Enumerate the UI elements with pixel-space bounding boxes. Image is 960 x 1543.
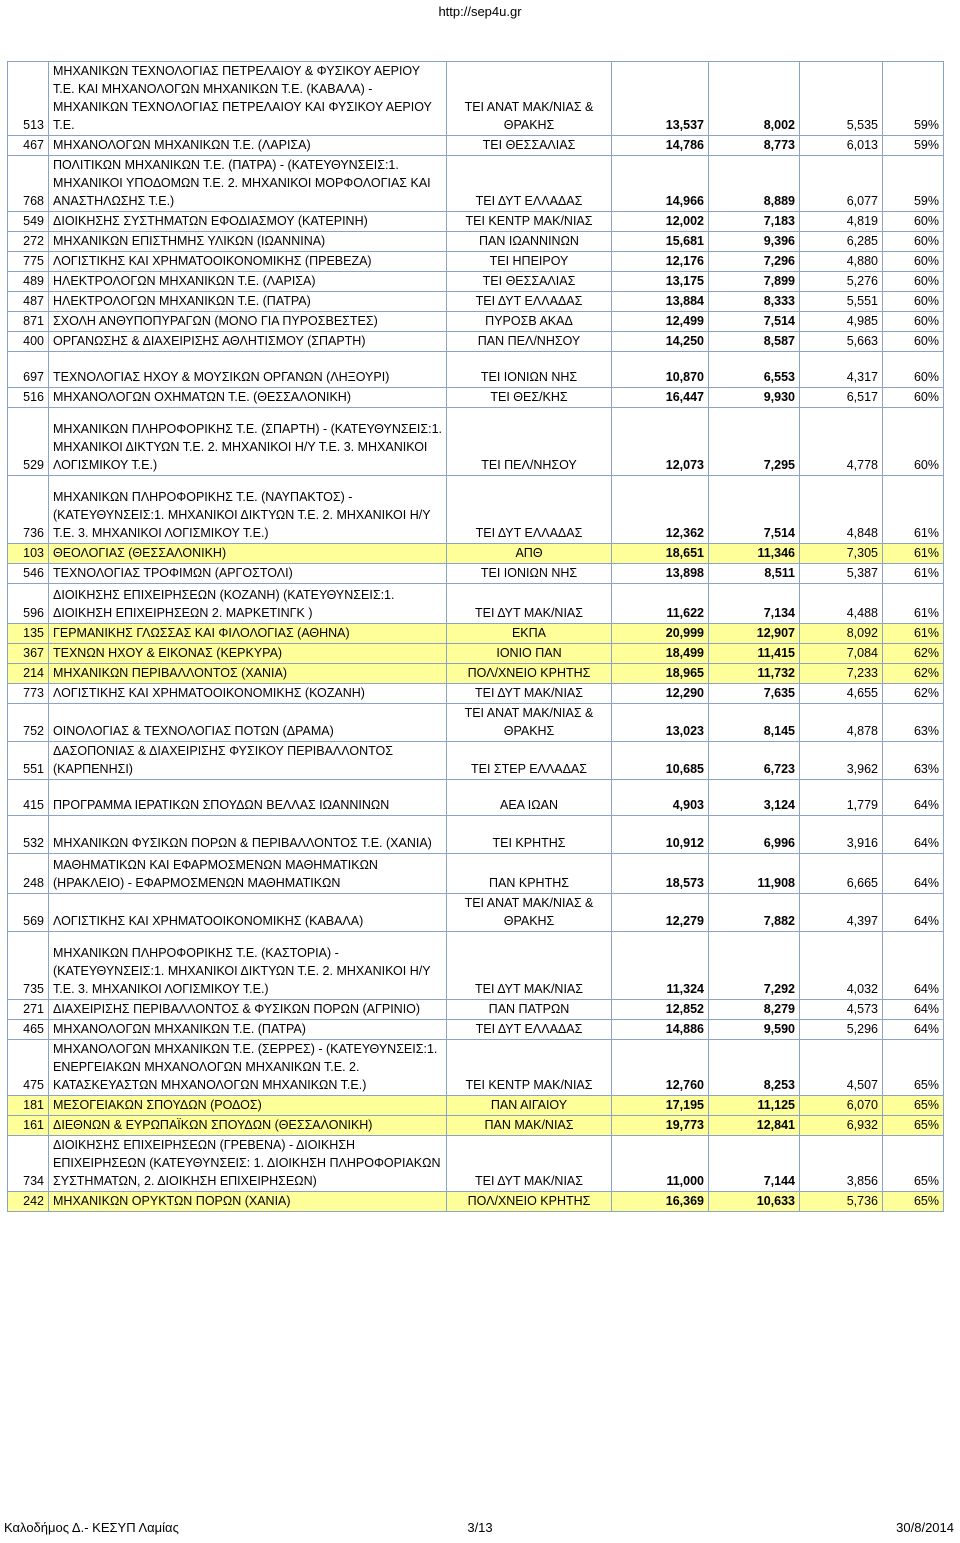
row-value-1: 11,324: [612, 932, 709, 1000]
row-institution: ΤΕΙ ΑΝΑΤ ΜΑΚ/ΝΙΑΣ & ΘΡΑΚΗΣ: [447, 704, 612, 742]
row-program-name: ΟΡΓΑΝΩΣΗΣ & ΔΙΑΧΕΙΡΙΣΗΣ ΑΘΛΗΤΙΣΜΟΥ (ΣΠΑΡΤΗ): [49, 332, 447, 352]
row-institution: ΤΕΙ ΔΥΤ ΜΑΚ/ΝΙΑΣ: [447, 584, 612, 624]
row-value-3: 6,285: [800, 232, 883, 252]
row-value-2: 7,144: [709, 1136, 800, 1192]
row-code: 467: [8, 136, 49, 156]
row-value-1: 10,870: [612, 352, 709, 388]
row-code: 465: [8, 1020, 49, 1040]
table-row: [8, 780, 944, 816]
row-percent: 61%: [883, 584, 944, 624]
row-program-name: ΠΟΛΙΤΙΚΩΝ ΜΗΧΑΝΙΚΩΝ Τ.Ε. (ΠΑΤΡΑ) - (ΚΑΤΕΥΘΥΝΣΕΙΣ:1. ΜΗΧΑΝΙΚΟΙ ΥΠΟΔΟΜΩΝ Τ.Ε. 2. ΜΗΧΑΝΙΚΟΙ ΜΟΡΦΟΛΟΓΙΑΣ ΚΑΙ ΑΝΑΣΤΗΛΩΣΗΣ Τ.Ε.): [49, 156, 447, 212]
table-row: [8, 684, 944, 704]
row-percent: 61%: [883, 624, 944, 644]
table-row: [8, 136, 944, 156]
row-value-3: 7,233: [800, 664, 883, 684]
row-value-3: 4,032: [800, 932, 883, 1000]
row-value-2: 7,514: [709, 476, 800, 544]
row-value-2: 7,899: [709, 272, 800, 292]
row-value-3: 3,962: [800, 742, 883, 780]
row-program-name: ΜΗΧΑΝΟΛΟΓΩΝ ΟΧΗΜΑΤΩΝ Τ.Ε. (ΘΕΣΣΑΛΟΝΙΚΗ): [49, 388, 447, 408]
row-value-2: 7,134: [709, 584, 800, 624]
row-institution: ΤΕΙ ΔΥΤ ΕΛΛΑΔΑΣ: [447, 156, 612, 212]
row-value-1: 13,884: [612, 292, 709, 312]
row-institution: ΤΕΙ ΔΥΤ ΜΑΚ/ΝΙΑΣ: [447, 1136, 612, 1192]
row-institution: ΤΕΙ ΘΕΣΣΑΛΙΑΣ: [447, 136, 612, 156]
row-value-1: 16,447: [612, 388, 709, 408]
row-value-2: 7,514: [709, 312, 800, 332]
row-value-1: 10,912: [612, 816, 709, 854]
row-institution: ΠΑΝ ΠΕΛ/ΝΗΣΟΥ: [447, 332, 612, 352]
table-row: [8, 584, 944, 624]
row-value-2: 10,633: [709, 1192, 800, 1212]
table-row: [8, 704, 944, 742]
row-percent: 60%: [883, 272, 944, 292]
row-value-3: 4,880: [800, 252, 883, 272]
row-institution: ΠΑΝ ΑΙΓΑΙΟΥ: [447, 1096, 612, 1116]
row-code: 161: [8, 1116, 49, 1136]
row-value-1: 11,000: [612, 1136, 709, 1192]
row-program-name: ΜΗΧΑΝΟΛΟΓΩΝ ΜΗΧΑΝΙΚΩΝ Τ.Ε. (ΛΑΡΙΣΑ): [49, 136, 447, 156]
row-value-2: 8,279: [709, 1000, 800, 1020]
row-value-3: 6,665: [800, 854, 883, 894]
table-row: [8, 624, 944, 644]
row-code: 871: [8, 312, 49, 332]
row-program-name: ΛΟΓΙΣΤΙΚΗΣ ΚΑΙ ΧΡΗΜΑΤΟΟΙΚΟΝΟΜΙΚΗΣ (ΚΟΖΑΝΗ): [49, 684, 447, 704]
row-value-1: 12,279: [612, 894, 709, 932]
row-value-2: 11,346: [709, 544, 800, 564]
row-program-name: ΤΕΧΝΟΛΟΓΙΑΣ ΗΧΟΥ & ΜΟΥΣΙΚΩΝ ΟΡΓΑΝΩΝ (ΛΗΞΟΥΡΙ): [49, 352, 447, 388]
row-percent: 60%: [883, 252, 944, 272]
row-value-2: 6,996: [709, 816, 800, 854]
row-value-1: 11,622: [612, 584, 709, 624]
row-value-1: 13,023: [612, 704, 709, 742]
row-value-2: 8,253: [709, 1040, 800, 1096]
row-institution: ΤΕΙ ΙΟΝΙΩΝ ΝΗΣ: [447, 564, 612, 584]
row-value-1: 12,290: [612, 684, 709, 704]
table-row: [8, 292, 944, 312]
row-value-1: 13,175: [612, 272, 709, 292]
row-code: 248: [8, 854, 49, 894]
row-code: 569: [8, 894, 49, 932]
row-code: 775: [8, 252, 49, 272]
row-value-1: 14,786: [612, 136, 709, 156]
row-value-3: 1,779: [800, 780, 883, 816]
table-row: [8, 1040, 944, 1096]
row-value-1: 12,073: [612, 408, 709, 476]
row-value-2: 7,296: [709, 252, 800, 272]
row-program-name: ΔΙΟΙΚΗΣΗΣ ΣΥΣΤΗΜΑΤΩΝ ΕΦΟΔΙΑΣΜΟΥ (ΚΑΤΕΡΙΝΗ): [49, 212, 447, 232]
row-institution: ΤΕΙ ΚΡΗΤΗΣ: [447, 816, 612, 854]
row-value-1: 17,195: [612, 1096, 709, 1116]
row-percent: 59%: [883, 156, 944, 212]
row-value-2: 3,124: [709, 780, 800, 816]
row-program-name: ΗΛΕΚΤΡΟΛΟΓΩΝ ΜΗΧΑΝΙΚΩΝ Τ.Ε. (ΛΑΡΙΣΑ): [49, 272, 447, 292]
row-program-name: ΜΗΧΑΝΙΚΩΝ ΠΛΗΡΟΦΟΡΙΚΗΣ Τ.Ε. (ΣΠΑΡΤΗ) - (ΚΑΤΕΥΘΥΝΣΕΙΣ:1. ΜΗΧΑΝΙΚΟΙ ΔΙΚΤΥΩΝ Τ.Ε. 2. ΜΗΧΑΝΙΚΟΙ Η/Υ Τ.Ε. 3. ΜΗΧΑΝΙΚΟΙ ΛΟΓΙΣΜΙΚΟΥ Τ.Ε.): [49, 408, 447, 476]
row-value-3: 8,092: [800, 624, 883, 644]
row-percent: 62%: [883, 664, 944, 684]
row-value-1: 19,773: [612, 1116, 709, 1136]
row-code: 214: [8, 664, 49, 684]
row-code: 135: [8, 624, 49, 644]
table-row: [8, 644, 944, 664]
row-value-2: 11,125: [709, 1096, 800, 1116]
row-value-3: 5,276: [800, 272, 883, 292]
row-institution: ΤΕΙ ΔΥΤ ΕΛΛΑΔΑΣ: [447, 476, 612, 544]
row-code: 735: [8, 932, 49, 1000]
row-code: 271: [8, 1000, 49, 1020]
footer-page-number: 3/13: [467, 1520, 493, 1535]
row-percent: 59%: [883, 62, 944, 136]
row-institution: ΤΕΙ ΠΕΛ/ΝΗΣΟΥ: [447, 408, 612, 476]
row-program-name: ΜΗΧΑΝΟΛΟΓΩΝ ΜΗΧΑΝΙΚΩΝ Τ.Ε. (ΠΑΤΡΑ): [49, 1020, 447, 1040]
row-value-1: 12,499: [612, 312, 709, 332]
row-program-name: ΜΗΧΑΝΙΚΩΝ ΠΕΡΙΒΑΛΛΟΝΤΟΣ (ΧΑΝΙΑ): [49, 664, 447, 684]
table-row: [8, 252, 944, 272]
row-code: 596: [8, 584, 49, 624]
row-value-1: 10,685: [612, 742, 709, 780]
row-institution: ΤΕΙ ΙΟΝΙΩΝ ΝΗΣ: [447, 352, 612, 388]
table-row: [8, 544, 944, 564]
row-value-1: 18,651: [612, 544, 709, 564]
row-program-name: ΜΗΧΑΝΙΚΩΝ ΠΛΗΡΟΦΟΡΙΚΗΣ Τ.Ε. (ΚΑΣΤΟΡΙΑ) - (ΚΑΤΕΥΘΥΝΣΕΙΣ:1. ΜΗΧΑΝΙΚΟΙ ΔΙΚΤΥΩΝ Τ.Ε. 2. ΜΗΧΑΝΙΚΟΙ Η/Υ Τ.Ε. 3. ΜΗΧΑΝΙΚΟΙ ΛΟΓΙΣΜΙΚΟΥ Τ.Ε.): [49, 932, 447, 1000]
row-percent: 65%: [883, 1136, 944, 1192]
row-institution: ΤΕΙ ΘΕΣ/ΚΗΣ: [447, 388, 612, 408]
row-institution: ΠΑΝ ΚΡΗΤΗΣ: [447, 854, 612, 894]
row-percent: 61%: [883, 544, 944, 564]
row-institution: ΤΕΙ ΗΠΕΙΡΟΥ: [447, 252, 612, 272]
row-value-3: 4,848: [800, 476, 883, 544]
row-value-1: 12,760: [612, 1040, 709, 1096]
row-percent: 61%: [883, 564, 944, 584]
row-value-3: 5,663: [800, 332, 883, 352]
row-institution: ΤΕΙ ΔΥΤ ΕΛΛΑΔΑΣ: [447, 1020, 612, 1040]
row-code: 551: [8, 742, 49, 780]
row-code: 272: [8, 232, 49, 252]
row-value-2: 7,292: [709, 932, 800, 1000]
row-value-1: 18,573: [612, 854, 709, 894]
row-value-1: 12,002: [612, 212, 709, 232]
row-percent: 64%: [883, 1000, 944, 1020]
row-value-3: 4,655: [800, 684, 883, 704]
row-institution: ΠΟΛ/ΧΝΕΙΟ ΚΡΗΤΗΣ: [447, 1192, 612, 1212]
row-value-3: 3,856: [800, 1136, 883, 1192]
table-row: [8, 1096, 944, 1116]
row-value-3: 7,084: [800, 644, 883, 664]
row-value-2: 8,587: [709, 332, 800, 352]
row-percent: 61%: [883, 476, 944, 544]
row-percent: 64%: [883, 1020, 944, 1040]
row-program-name: ΜΗΧΑΝΙΚΩΝ ΤΕΧΝΟΛΟΓΙΑΣ ΠΕΤΡΕΛΑΙΟΥ & ΦΥΣΙΚΟΥ ΑΕΡΙΟΥ Τ.Ε. ΚΑΙ ΜΗΧΑΝΟΛΟΓΩΝ ΜΗΧΑΝΙΚΩΝ Τ.Ε. (ΚΑΒΑΛΑ) - ΜΗΧΑΝΙΚΩΝ ΤΕΧΝΟΛΟΓΙΑΣ ΠΕΤΡΕΛΑΙΟΥ ΚΑΙ ΦΥΣΙΚΟΥ ΑΕΡΙΟΥ Τ.Ε.: [49, 62, 447, 136]
row-value-2: 9,590: [709, 1020, 800, 1040]
row-percent: 65%: [883, 1116, 944, 1136]
row-percent: 64%: [883, 854, 944, 894]
row-program-name: ΗΛΕΚΤΡΟΛΟΓΩΝ ΜΗΧΑΝΙΚΩΝ Τ.Ε. (ΠΑΤΡΑ): [49, 292, 447, 312]
row-value-2: 8,511: [709, 564, 800, 584]
row-percent: 60%: [883, 292, 944, 312]
row-program-name: ΔΙΕΘΝΩΝ & ΕΥΡΩΠΑΪΚΩΝ ΣΠΟΥΔΩΝ (ΘΕΣΣΑΛΟΝΙΚΗ): [49, 1116, 447, 1136]
row-institution: ΙΟΝΙΟ ΠΑΝ: [447, 644, 612, 664]
row-program-name: ΜΑΘΗΜΑΤΙΚΩΝ ΚΑΙ ΕΦΑΡΜΟΣΜΕΝΩΝ ΜΑΘΗΜΑΤΙΚΩΝ (ΗΡΑΚΛΕΙΟ) - ΕΦΑΡΜΟΣΜΕΝΩΝ ΜΑΘΗΜΑΤΙΚΩΝ: [49, 854, 447, 894]
row-program-name: ΜΗΧΑΝΙΚΩΝ ΕΠΙΣΤΗΜΗΣ ΥΛΙΚΩΝ (ΙΩΑΝΝΙΝΑ): [49, 232, 447, 252]
row-value-2: 12,907: [709, 624, 800, 644]
row-program-name: ΜΕΣΟΓΕΙΑΚΩΝ ΣΠΟΥΔΩΝ (ΡΟΔΟΣ): [49, 1096, 447, 1116]
footer-author: Καλοδήμος Δ.- ΚΕΣΥΠ Λαμίας: [4, 1520, 179, 1535]
row-program-name: ΜΗΧΑΝΙΚΩΝ ΟΡΥΚΤΩΝ ΠΟΡΩΝ (ΧΑΝΙΑ): [49, 1192, 447, 1212]
row-program-name: ΛΟΓΙΣΤΙΚΗΣ ΚΑΙ ΧΡΗΜΑΤΟΟΙΚΟΝΟΜΙΚΗΣ (ΚΑΒΑΛΑ): [49, 894, 447, 932]
row-value-1: 14,886: [612, 1020, 709, 1040]
results-table: [7, 61, 944, 1212]
table-row: [8, 212, 944, 232]
row-program-name: ΣΧΟΛΗ ΑΝΘΥΠΟΠΥΡΑΓΩΝ (ΜΟΝΟ ΓΙΑ ΠΥΡΟΣΒΕΣΤΕΣ): [49, 312, 447, 332]
row-value-3: 5,551: [800, 292, 883, 312]
table-row: [8, 352, 944, 388]
row-code: 773: [8, 684, 49, 704]
table-row: [8, 388, 944, 408]
row-institution: ΤΕΙ ΑΝΑΤ ΜΑΚ/ΝΙΑΣ & ΘΡΑΚΗΣ: [447, 62, 612, 136]
row-institution: ΠΑΝ ΜΑΚ/ΝΙΑΣ: [447, 1116, 612, 1136]
row-value-2: 9,396: [709, 232, 800, 252]
row-value-2: 11,732: [709, 664, 800, 684]
row-code: 513: [8, 62, 49, 136]
row-value-2: 12,841: [709, 1116, 800, 1136]
row-value-3: 5,535: [800, 62, 883, 136]
row-institution: ΤΕΙ ΔΥΤ ΜΑΚ/ΝΙΑΣ: [447, 932, 612, 1000]
row-percent: 65%: [883, 1096, 944, 1116]
row-percent: 63%: [883, 704, 944, 742]
row-value-1: 12,852: [612, 1000, 709, 1020]
row-institution: ΤΕΙ ΣΤΕΡ ΕΛΛΑΔΑΣ: [447, 742, 612, 780]
row-program-name: ΔΑΣΟΠΟΝΙΑΣ & ΔΙΑΧΕΙΡΙΣΗΣ ΦΥΣΙΚΟΥ ΠΕΡΙΒΑΛΛΟΝΤΟΣ (ΚΑΡΠΕΝΗΣΙ): [49, 742, 447, 780]
row-percent: 64%: [883, 894, 944, 932]
row-institution: ΤΕΙ ΘΕΣΣΑΛΙΑΣ: [447, 272, 612, 292]
row-value-3: 5,736: [800, 1192, 883, 1212]
row-value-1: 12,176: [612, 252, 709, 272]
row-institution: ΠΟΛ/ΧΝΕΙΟ ΚΡΗΤΗΣ: [447, 664, 612, 684]
row-program-name: ΛΟΓΙΣΤΙΚΗΣ ΚΑΙ ΧΡΗΜΑΤΟΟΙΚΟΝΟΜΙΚΗΣ (ΠΡΕΒΕΖΑ): [49, 252, 447, 272]
row-value-3: 4,397: [800, 894, 883, 932]
table-row: [8, 476, 944, 544]
row-value-3: 6,070: [800, 1096, 883, 1116]
row-value-2: 7,635: [709, 684, 800, 704]
row-institution: ΤΕΙ ΑΝΑΤ ΜΑΚ/ΝΙΑΣ & ΘΡΑΚΗΣ: [447, 894, 612, 932]
row-value-3: 3,916: [800, 816, 883, 854]
row-value-2: 7,295: [709, 408, 800, 476]
row-code: 734: [8, 1136, 49, 1192]
row-institution: ΠΑΝ ΙΩΑΝΝΙΝΩΝ: [447, 232, 612, 252]
row-percent: 59%: [883, 136, 944, 156]
row-value-1: 18,965: [612, 664, 709, 684]
row-program-name: ΜΗΧΑΝΙΚΩΝ ΠΛΗΡΟΦΟΡΙΚΗΣ Τ.Ε. (ΝΑΥΠΑΚΤΟΣ) - (ΚΑΤΕΥΘΥΝΣΕΙΣ:1. ΜΗΧΑΝΙΚΟΙ ΔΙΚΤΥΩΝ Τ.Ε. 2. ΜΗΧΑΝΙΚΟΙ Η/Υ Τ.Ε. 3. ΜΗΧΑΝΙΚΟΙ ΛΟΓΙΣΜΙΚΟΥ Τ.Ε.): [49, 476, 447, 544]
row-value-3: 4,778: [800, 408, 883, 476]
row-percent: 60%: [883, 212, 944, 232]
row-code: 242: [8, 1192, 49, 1212]
row-institution: ΑΠΘ: [447, 544, 612, 564]
table-row: [8, 62, 944, 136]
row-code: 752: [8, 704, 49, 742]
table-row: [8, 664, 944, 684]
table-row: [8, 312, 944, 332]
table-body: [8, 62, 944, 1212]
row-value-2: 6,553: [709, 352, 800, 388]
row-code: 516: [8, 388, 49, 408]
row-value-3: 5,296: [800, 1020, 883, 1040]
row-code: 768: [8, 156, 49, 212]
row-code: 549: [8, 212, 49, 232]
row-program-name: ΔΙΟΙΚΗΣΗΣ ΕΠΙΧΕΙΡΗΣΕΩΝ (ΓΡΕΒΕΝΑ) - ΔΙΟΙΚΗΣΗ ΕΠΙΧΕΙΡΗΣΕΩΝ (ΚΑΤΕΥΘΥΝΣΕΙΣ: 1. ΔΙΟΙΚΗΣΗ ΠΛΗΡΟΦΟΡΙΑΚΩΝ ΣΥΣΤΗΜΑΤΩΝ, 2. ΔΙΟΙΚΗΣΗ ΕΠΙΧΕΙΡΗΣΕΩΝ): [49, 1136, 447, 1192]
row-program-name: ΜΗΧΑΝΟΛΟΓΩΝ ΜΗΧΑΝΙΚΩΝ Τ.Ε. (ΣΕΡΡΕΣ) - (ΚΑΤΕΥΘΥΝΣΕΙΣ:1. ΕΝΕΡΓΕΙΑΚΩΝ ΜΗΧΑΝΟΛΟΓΩΝ ΜΗΧΑΝΙΚΩΝ Τ.Ε. 2. ΚΑΤΑΣΚΕΥΑΣΤΩΝ ΜΗΧΑΝΟΛΟΓΩΝ ΜΗΧΑΝΙΚΩΝ Τ.Ε.): [49, 1040, 447, 1096]
table-row: [8, 1000, 944, 1020]
row-percent: 60%: [883, 352, 944, 388]
row-code: 487: [8, 292, 49, 312]
row-program-name: ΤΕΧΝΟΛΟΓΙΑΣ ΤΡΟΦΙΜΩΝ (ΑΡΓΟΣΤΟΛΙ): [49, 564, 447, 584]
row-institution: ΠΑΝ ΠΑΤΡΩΝ: [447, 1000, 612, 1020]
row-institution: ΤΕΙ ΚΕΝΤΡ ΜΑΚ/ΝΙΑΣ: [447, 212, 612, 232]
row-value-3: 6,077: [800, 156, 883, 212]
row-program-name: ΘΕΟΛΟΓΙΑΣ (ΘΕΣΣΑΛΟΝΙΚΗ): [49, 544, 447, 564]
row-code: 400: [8, 332, 49, 352]
row-percent: 62%: [883, 644, 944, 664]
table-row: [8, 332, 944, 352]
row-code: 529: [8, 408, 49, 476]
row-program-name: ΟΙΝΟΛΟΓΙΑΣ & ΤΕΧΝΟΛΟΓΙΑΣ ΠΟΤΩΝ (ΔΡΑΜΑ): [49, 704, 447, 742]
row-percent: 64%: [883, 780, 944, 816]
row-value-2: 8,145: [709, 704, 800, 742]
row-program-name: ΤΕΧΝΩΝ ΗΧΟΥ & ΕΙΚΟΝΑΣ (ΚΕΡΚΥΡΑ): [49, 644, 447, 664]
row-percent: 64%: [883, 932, 944, 1000]
row-value-1: 12,362: [612, 476, 709, 544]
table-row: [8, 894, 944, 932]
row-code: 489: [8, 272, 49, 292]
row-program-name: ΜΗΧΑΝΙΚΩΝ ΦΥΣΙΚΩΝ ΠΟΡΩΝ & ΠΕΡΙΒΑΛΛΟΝΤΟΣ Τ.Ε. (ΧΑΝΙΑ): [49, 816, 447, 854]
row-program-name: ΔΙΟΙΚΗΣΗΣ ΕΠΙΧΕΙΡΗΣΕΩΝ (ΚΟΖΑΝΗ) (ΚΑΤΕΥΘΥΝΣΕΙΣ:1. ΔΙΟΙΚΗΣΗ ΕΠΙΧΕΙΡΗΣΕΩΝ 2. ΜΑΡΚΕΤΙΝΓΚ ): [49, 584, 447, 624]
table-row: [8, 156, 944, 212]
footer-date: 30/8/2014: [896, 1520, 954, 1535]
row-value-2: 7,882: [709, 894, 800, 932]
row-code: 415: [8, 780, 49, 816]
row-value-3: 4,985: [800, 312, 883, 332]
row-value-3: 4,488: [800, 584, 883, 624]
table-row: [8, 742, 944, 780]
row-percent: 65%: [883, 1040, 944, 1096]
row-value-3: 4,819: [800, 212, 883, 232]
row-institution: ΑΕΑ ΙΩΑΝ: [447, 780, 612, 816]
row-value-2: 6,723: [709, 742, 800, 780]
row-institution: ΠΥΡΟΣΒ ΑΚΑΔ: [447, 312, 612, 332]
row-percent: 60%: [883, 388, 944, 408]
row-value-1: 18,499: [612, 644, 709, 664]
row-value-1: 16,369: [612, 1192, 709, 1212]
row-program-name: ΠΡΟΓΡΑΜΜΑ ΙΕΡΑΤΙΚΩΝ ΣΠΟΥΔΩΝ ΒΕΛΛΑΣ ΙΩΑΝΝΙΝΩΝ: [49, 780, 447, 816]
table-row: [8, 1020, 944, 1040]
row-code: 103: [8, 544, 49, 564]
row-value-1: 13,537: [612, 62, 709, 136]
row-institution: ΤΕΙ ΔΥΤ ΜΑΚ/ΝΙΑΣ: [447, 684, 612, 704]
row-value-3: 4,507: [800, 1040, 883, 1096]
row-value-1: 4,903: [612, 780, 709, 816]
row-institution: ΤΕΙ ΔΥΤ ΕΛΛΑΔΑΣ: [447, 292, 612, 312]
table-row: [8, 1116, 944, 1136]
row-value-3: 6,013: [800, 136, 883, 156]
row-value-3: 4,878: [800, 704, 883, 742]
row-institution: ΤΕΙ ΚΕΝΤΡ ΜΑΚ/ΝΙΑΣ: [447, 1040, 612, 1096]
row-value-3: 7,305: [800, 544, 883, 564]
row-value-3: 4,573: [800, 1000, 883, 1020]
table-row: [8, 232, 944, 252]
table-row: [8, 1136, 944, 1192]
table-row: [8, 564, 944, 584]
row-percent: 60%: [883, 232, 944, 252]
table-row: [8, 1192, 944, 1212]
row-code: 546: [8, 564, 49, 584]
row-value-3: 6,517: [800, 388, 883, 408]
row-value-3: 6,932: [800, 1116, 883, 1136]
row-code: 475: [8, 1040, 49, 1096]
row-percent: 64%: [883, 816, 944, 854]
row-value-2: 8,002: [709, 62, 800, 136]
row-value-1: 14,966: [612, 156, 709, 212]
row-value-3: 5,387: [800, 564, 883, 584]
table-row: [8, 932, 944, 1000]
row-institution: ΕΚΠΑ: [447, 624, 612, 644]
row-percent: 60%: [883, 312, 944, 332]
row-value-1: 13,898: [612, 564, 709, 584]
table-row: [8, 816, 944, 854]
row-percent: 60%: [883, 408, 944, 476]
row-value-2: 7,183: [709, 212, 800, 232]
header-url: http://sep4u.gr: [438, 4, 522, 19]
row-value-2: 11,908: [709, 854, 800, 894]
row-value-2: 8,889: [709, 156, 800, 212]
row-percent: 63%: [883, 742, 944, 780]
row-value-2: 8,773: [709, 136, 800, 156]
row-code: 697: [8, 352, 49, 388]
table-row: [8, 854, 944, 894]
table-row: [8, 272, 944, 292]
row-value-1: 20,999: [612, 624, 709, 644]
row-value-1: 14,250: [612, 332, 709, 352]
row-code: 532: [8, 816, 49, 854]
row-code: 181: [8, 1096, 49, 1116]
row-value-3: 4,317: [800, 352, 883, 388]
row-program-name: ΔΙΑΧΕΙΡΙΣΗΣ ΠΕΡΙΒΑΛΛΟΝΤΟΣ & ΦΥΣΙΚΩΝ ΠΟΡΩΝ (ΑΓΡΙΝΙΟ): [49, 1000, 447, 1020]
row-percent: 65%: [883, 1192, 944, 1212]
row-code: 736: [8, 476, 49, 544]
table-row: [8, 408, 944, 476]
row-value-2: 11,415: [709, 644, 800, 664]
row-value-1: 15,681: [612, 232, 709, 252]
row-value-2: 9,930: [709, 388, 800, 408]
row-code: 367: [8, 644, 49, 664]
row-percent: 60%: [883, 332, 944, 352]
row-percent: 62%: [883, 684, 944, 704]
row-program-name: ΓΕΡΜΑΝΙΚΗΣ ΓΛΩΣΣΑΣ ΚΑΙ ΦΙΛΟΛΟΓΙΑΣ (ΑΘΗΝΑ): [49, 624, 447, 644]
row-value-2: 8,333: [709, 292, 800, 312]
